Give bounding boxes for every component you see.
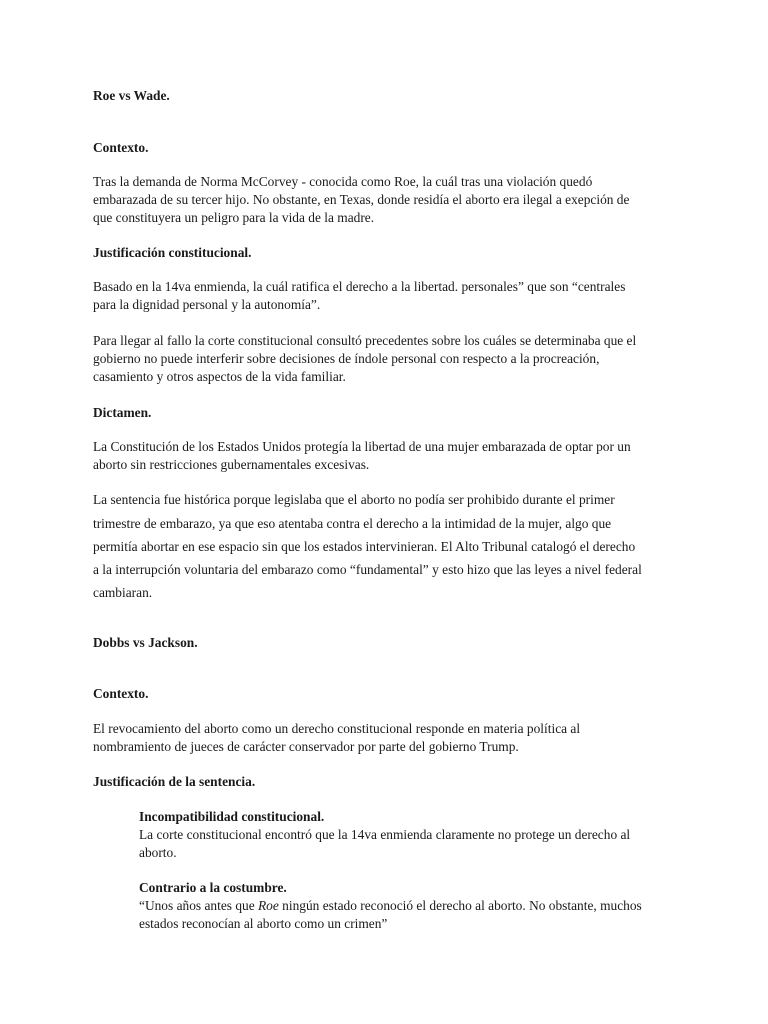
text-line: aborto. bbox=[139, 845, 177, 860]
section-title-roe: Roe vs Wade. bbox=[93, 88, 170, 103]
text-line: aborto sin restricciones gubernamentales excesivas. bbox=[93, 457, 370, 472]
text-line: permitía abortar en ese espacio sin que los estados intervinieran. El Alto Tribunal catalogó el derecho bbox=[93, 539, 636, 554]
text-line: casamiento y otros aspectos de la vida familiar. bbox=[93, 369, 346, 384]
case-name-italic: Roe bbox=[258, 898, 279, 913]
heading-contexto-dobbs: Contexto. bbox=[93, 686, 149, 701]
text-line: La corte constitucional encontró que la 14va enmienda claramente no protege un derecho al bbox=[139, 827, 631, 842]
text-line: a la interrupción voluntaria del embarazo como “fundamental” y esto hizo que las leyes a nivel federal bbox=[93, 562, 642, 577]
text-line: trimestre de embarazo, ya que eso atentaba contra el derecho a la intimidad de la mujer, algo que bbox=[93, 516, 612, 531]
subheading-costumbre: Contrario a la costumbre. bbox=[139, 880, 287, 895]
heading-justificacion-roe: Justificación constitucional. bbox=[93, 245, 252, 260]
text-line: que constituyera un peligro para la vida de la madre. bbox=[93, 210, 375, 225]
text-line: para la dignidad personal y la autonomía”. bbox=[93, 297, 321, 312]
text-line: gobierno no puede interferir sobre decisiones de índole personal con respecto a la procreación, bbox=[93, 351, 600, 366]
text-line: Tras la demanda de Norma McCorvey - conocida como Roe, la cuál tras una violación quedó bbox=[93, 174, 593, 189]
text-line: Basado en la 14va enmienda, la cuál ratifica el derecho a la libertad. personales” que son “centrales bbox=[93, 279, 626, 294]
quote-text: “Unos años antes que bbox=[139, 898, 258, 913]
text-line: cambiaran. bbox=[93, 585, 153, 600]
text-line: nombramiento de jueces de carácter conservador por parte del gobierno Trump. bbox=[93, 739, 519, 754]
text-line: estados reconocían al aborto como un crimen” bbox=[139, 916, 388, 931]
text-line: embarazada de su tercer hijo. No obstante, en Texas, donde residía el aborto era ilegal a exepción de bbox=[93, 192, 630, 207]
text-line: El revocamiento del aborto como un derecho constitucional responde en materia política al bbox=[93, 721, 581, 736]
heading-justificacion-dobbs: Justificación de la sentencia. bbox=[93, 774, 256, 789]
text-line: La sentencia fue histórica porque legislaba que el aborto no podía ser prohibido durante el primer bbox=[93, 492, 615, 507]
text-line bbox=[139, 897, 642, 915]
text-line: La Constitución de los Estados Unidos protegía la libertad de una mujer embarazada de optar por un bbox=[93, 439, 631, 454]
heading-dictamen: Dictamen. bbox=[93, 405, 152, 420]
section-title-dobbs: Dobbs vs Jackson. bbox=[93, 635, 198, 650]
quote-text: ningún estado reconoció el derecho al aborto. No obstante, muchos bbox=[278, 898, 642, 913]
heading-contexto-roe: Contexto. bbox=[93, 140, 149, 155]
text-line: Para llegar al fallo la corte constitucional consultó precedentes sobre los cuáles se determinaba que el bbox=[93, 333, 637, 348]
subheading-incompatibilidad: Incompatibilidad constitucional. bbox=[139, 809, 325, 824]
